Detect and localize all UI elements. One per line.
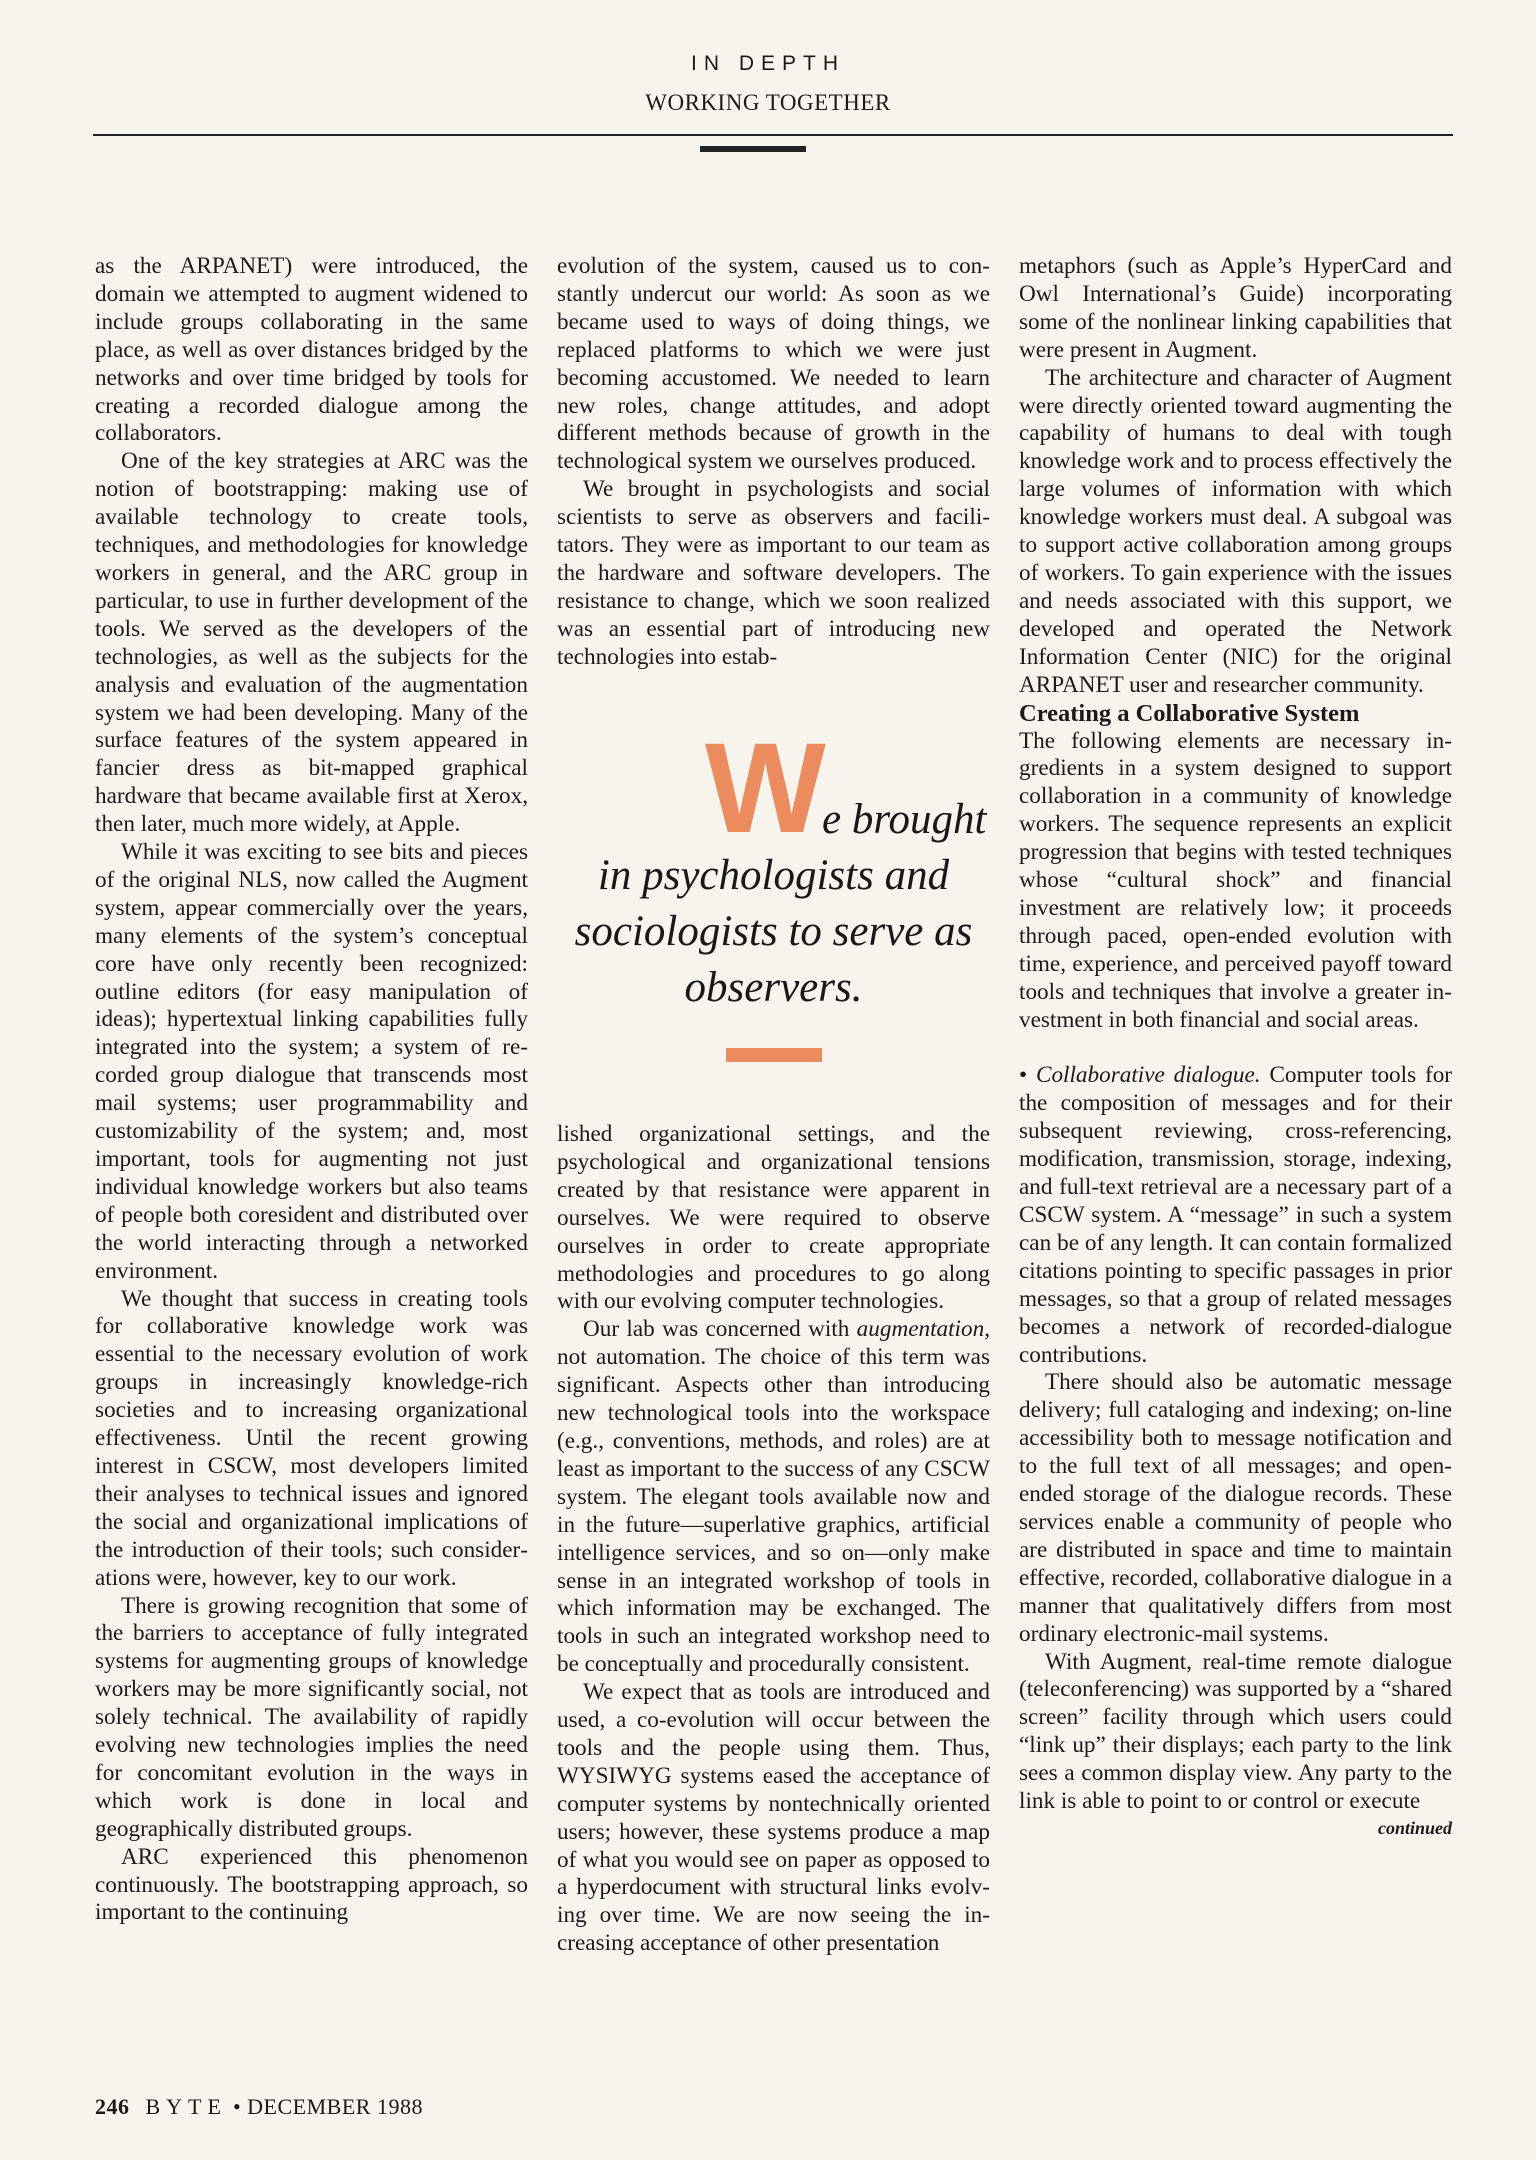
paragraph: While it was exciting to see bits and pieces of the original NLS, now called the Augment system, appear commercially over the years, many elements of the system’s conceptual core have only recently been recognized: outline editors (for easy manipulation of ideas); hypertextual linking capabilities fully integrated into the system; a system of recorded group dialogue that transcends most mail systems; user programmability and customizability of the system; and, most important, tools for augmenting not just individual knowledge workers but also teams of people both coresident and distributed over the world interacting through a networked environment. bbox=[95, 839, 528, 1284]
paragraph: One of the key strategies at ARC was the notion of bootstrapping: making use of available technology to create tools, techniques, and methodologies for knowledge workers in general, and the ARC group in particular, to use in further development of the tools. We served as the developers of the technologies, as well as the subjects for the analysis and evaluation of the augmentation system we had been developing. Many of the surface features of the system appeared in fancier dress as bit-mapped graphical hardware that became available first at Xerox, then later, much more widely, at Apple. bbox=[95, 448, 528, 838]
article-column-2-top bbox=[557, 253, 990, 672]
article-column-1 bbox=[95, 253, 528, 1927]
paragraph: ARC experienced this phenomenon continuously. The bootstrapping approach, so important to the continuing bbox=[95, 1843, 528, 1926]
header-rule bbox=[93, 134, 1453, 136]
section-label: IN DEPTH bbox=[690, 52, 845, 75]
article-column-3 bbox=[1019, 253, 1452, 1840]
paragraph: There is growing recognition that some of the barriers to acceptance of fully integrated systems for augmenting groups of knowledge workers may be more significantly social, not solely technical. The availability of rapidly evolving new technologies implies the need for concomitant evolution in the ways in which work is done in local and geographically distributed groups. bbox=[95, 1592, 528, 1842]
bullet-paragraph bbox=[1019, 1062, 1452, 1369]
footer-separator: • bbox=[232, 2094, 242, 2119]
paragraph-text: , not automation. The choice of this term was significant. Aspects other than introducing new technological tools into the workspace (e.g., conventions, methods, and roles) are at least as important to the success of any CSCW system. The elegant tools available now and in the future—superlative graphics, artificial intelligence services, and so on—only make sense in an integrated workshop of tools in which information may be exchanged. The tools in such an integrated workshop need to be conceptually and procedurally consistent. bbox=[557, 1316, 990, 1678]
magazine-name: BYTE bbox=[145, 2094, 227, 2119]
continued-label: continued bbox=[1377, 1817, 1452, 1838]
section-subhead: Creating a Collaborative System bbox=[1019, 699, 1360, 727]
paragraph: metaphors (such as Apple’s HyperCard and Owl International’s Guide) incorporating some of the nonlinear linking capabilities that were present in Augment. bbox=[1019, 253, 1452, 363]
paragraph-text: Computer tools for the composition of messages and for their subsequent reviewing, cross-referencing, modification, transmission, storage, indexing, and full-text retrieval are a necessary part of a CSCW system. A “message” in such a system can be of any length. It can contain formalized citations pointing to specific passages in prior messages, so that a group of related messages becomes a network of recorded-dialogue contributions. bbox=[1019, 1062, 1453, 1368]
paragraph: The following elements are necessary ingredients in a system designed to support collaboration in a community of knowledge workers. The sequence represents an explicit progression that begins with tested techniques whose “cultural shock” and financial investment are relatively low; it proceeds through paced, open-ended evolution with time, experience, and perceived payoff toward tools and techniques that involve a greater investment in both financial and social areas. bbox=[1019, 727, 1452, 1033]
paragraph bbox=[557, 1316, 990, 1679]
paragraph: We expect that as tools are introduced and used, a co-evolution will occur between the tools and the people using them. Thus, WYSIWYG systems eased the acceptance of computer systems by nontechnically oriented users; however, these systems produce a map of what you would see on paper as opposed to a hyperdocument with structural links evolving over time. We are now seeing the increasing acceptance of other presentation bbox=[557, 1679, 990, 1957]
page-footer bbox=[95, 2094, 423, 2120]
paragraph: We thought that success in creating tools for collaborative knowledge work was essential to the necessary evolution of work groups in increasingly knowledge-rich societies and to increasing organizational effectiveness. Until the recent growing interest in CSCW, most developers limited their analyses to technical issues and ignored the social and organizational implications of the introduction of their tools; such considerations were, however, key to our work. bbox=[95, 1285, 528, 1591]
pull-quote-bar bbox=[726, 1048, 822, 1062]
pull-quote bbox=[557, 717, 990, 1016]
header-rule-bar bbox=[700, 146, 806, 152]
bullet-icon: • bbox=[1019, 1062, 1028, 1089]
pull-quote-line: sociologists to serve as bbox=[574, 908, 973, 955]
paragraph: There should also be automatic message delivery; full cataloging and indexing; on-line accessibility both to message notification and to the full text of all messages; and open-ended storage of the dialogue records. These services enable a community of people who are distributed in space and time to maintain effective, recorded, collaborative dialogue in a manner that qualitatively differs from most ordinary electronic-mail systems. bbox=[1019, 1369, 1452, 1647]
paragraph: as the ARPANET) were introduced, the domain we attempted to augment widened to include groups collaborating in the same place, as well as over distances bridged by the networks and over time bridged by tools for creating a recorded dialogue among the collaborators. bbox=[95, 253, 528, 447]
pull-quote-line: observers. bbox=[684, 964, 863, 1011]
paragraph: We brought in psychologists and social scientists to serve as observers and facilitators. They were as important to our team as the hardware and software developers. The resistance to change, which we soon realized was an essential part of introducing new technologies into estab- bbox=[557, 476, 990, 670]
paragraph: lished organizational settings, and the psychological and organizational tensions created by that resistance were apparent in ourselves. We were required to observe ourselves in order to create appropriate methodologies and procedures to go along with our evolving computer technologies. bbox=[557, 1121, 990, 1315]
bullet-term: Collaborative dialogue. bbox=[1035, 1062, 1261, 1089]
issue-date: DECEMBER 1988 bbox=[247, 2094, 423, 2119]
page-number: 246 bbox=[95, 2094, 130, 2119]
running-header bbox=[0, 52, 1536, 116]
paragraph-text: Our lab was concerned with bbox=[583, 1316, 857, 1343]
paragraph: The architecture and character of Augment were directly oriented toward augmenting the capability of humans to deal with tough knowledge work and to process effectively the large volumes of information with which knowledge workers must deal. A subgoal was to support active collaboration among groups of workers. To gain experience with the issues and needs associated with this support, we developed and operated the Network Information Center (NIC) for the original ARPANET user and researcher community. bbox=[1019, 364, 1452, 698]
article-column-2-bottom bbox=[557, 1121, 990, 1958]
paragraph: evolution of the system, caused us to constantly undercut our world: As soon as we became used to ways of doing things, we replaced platforms to which we were just becoming accustomed. We needed to learn new roles, change attitudes, and adopt different methods because of growth in the technological system we ourselves produced. bbox=[557, 253, 990, 475]
paragraph: With Augment, real-time remote dialogue (teleconferencing) was supported by a “shared screen” facility through which users could “link up” their displays; each party to the link sees a common display view. Any party to the link is able to point to or control or execute bbox=[1019, 1648, 1452, 1815]
emphasis-term: augmentation bbox=[856, 1316, 985, 1343]
section-title: WORKING TOGETHER bbox=[645, 90, 891, 115]
pull-quote-line: e brought bbox=[822, 796, 987, 843]
pull-quote-line: in psychologists and bbox=[597, 852, 950, 899]
pull-quote-drop-letter: W bbox=[705, 717, 826, 860]
